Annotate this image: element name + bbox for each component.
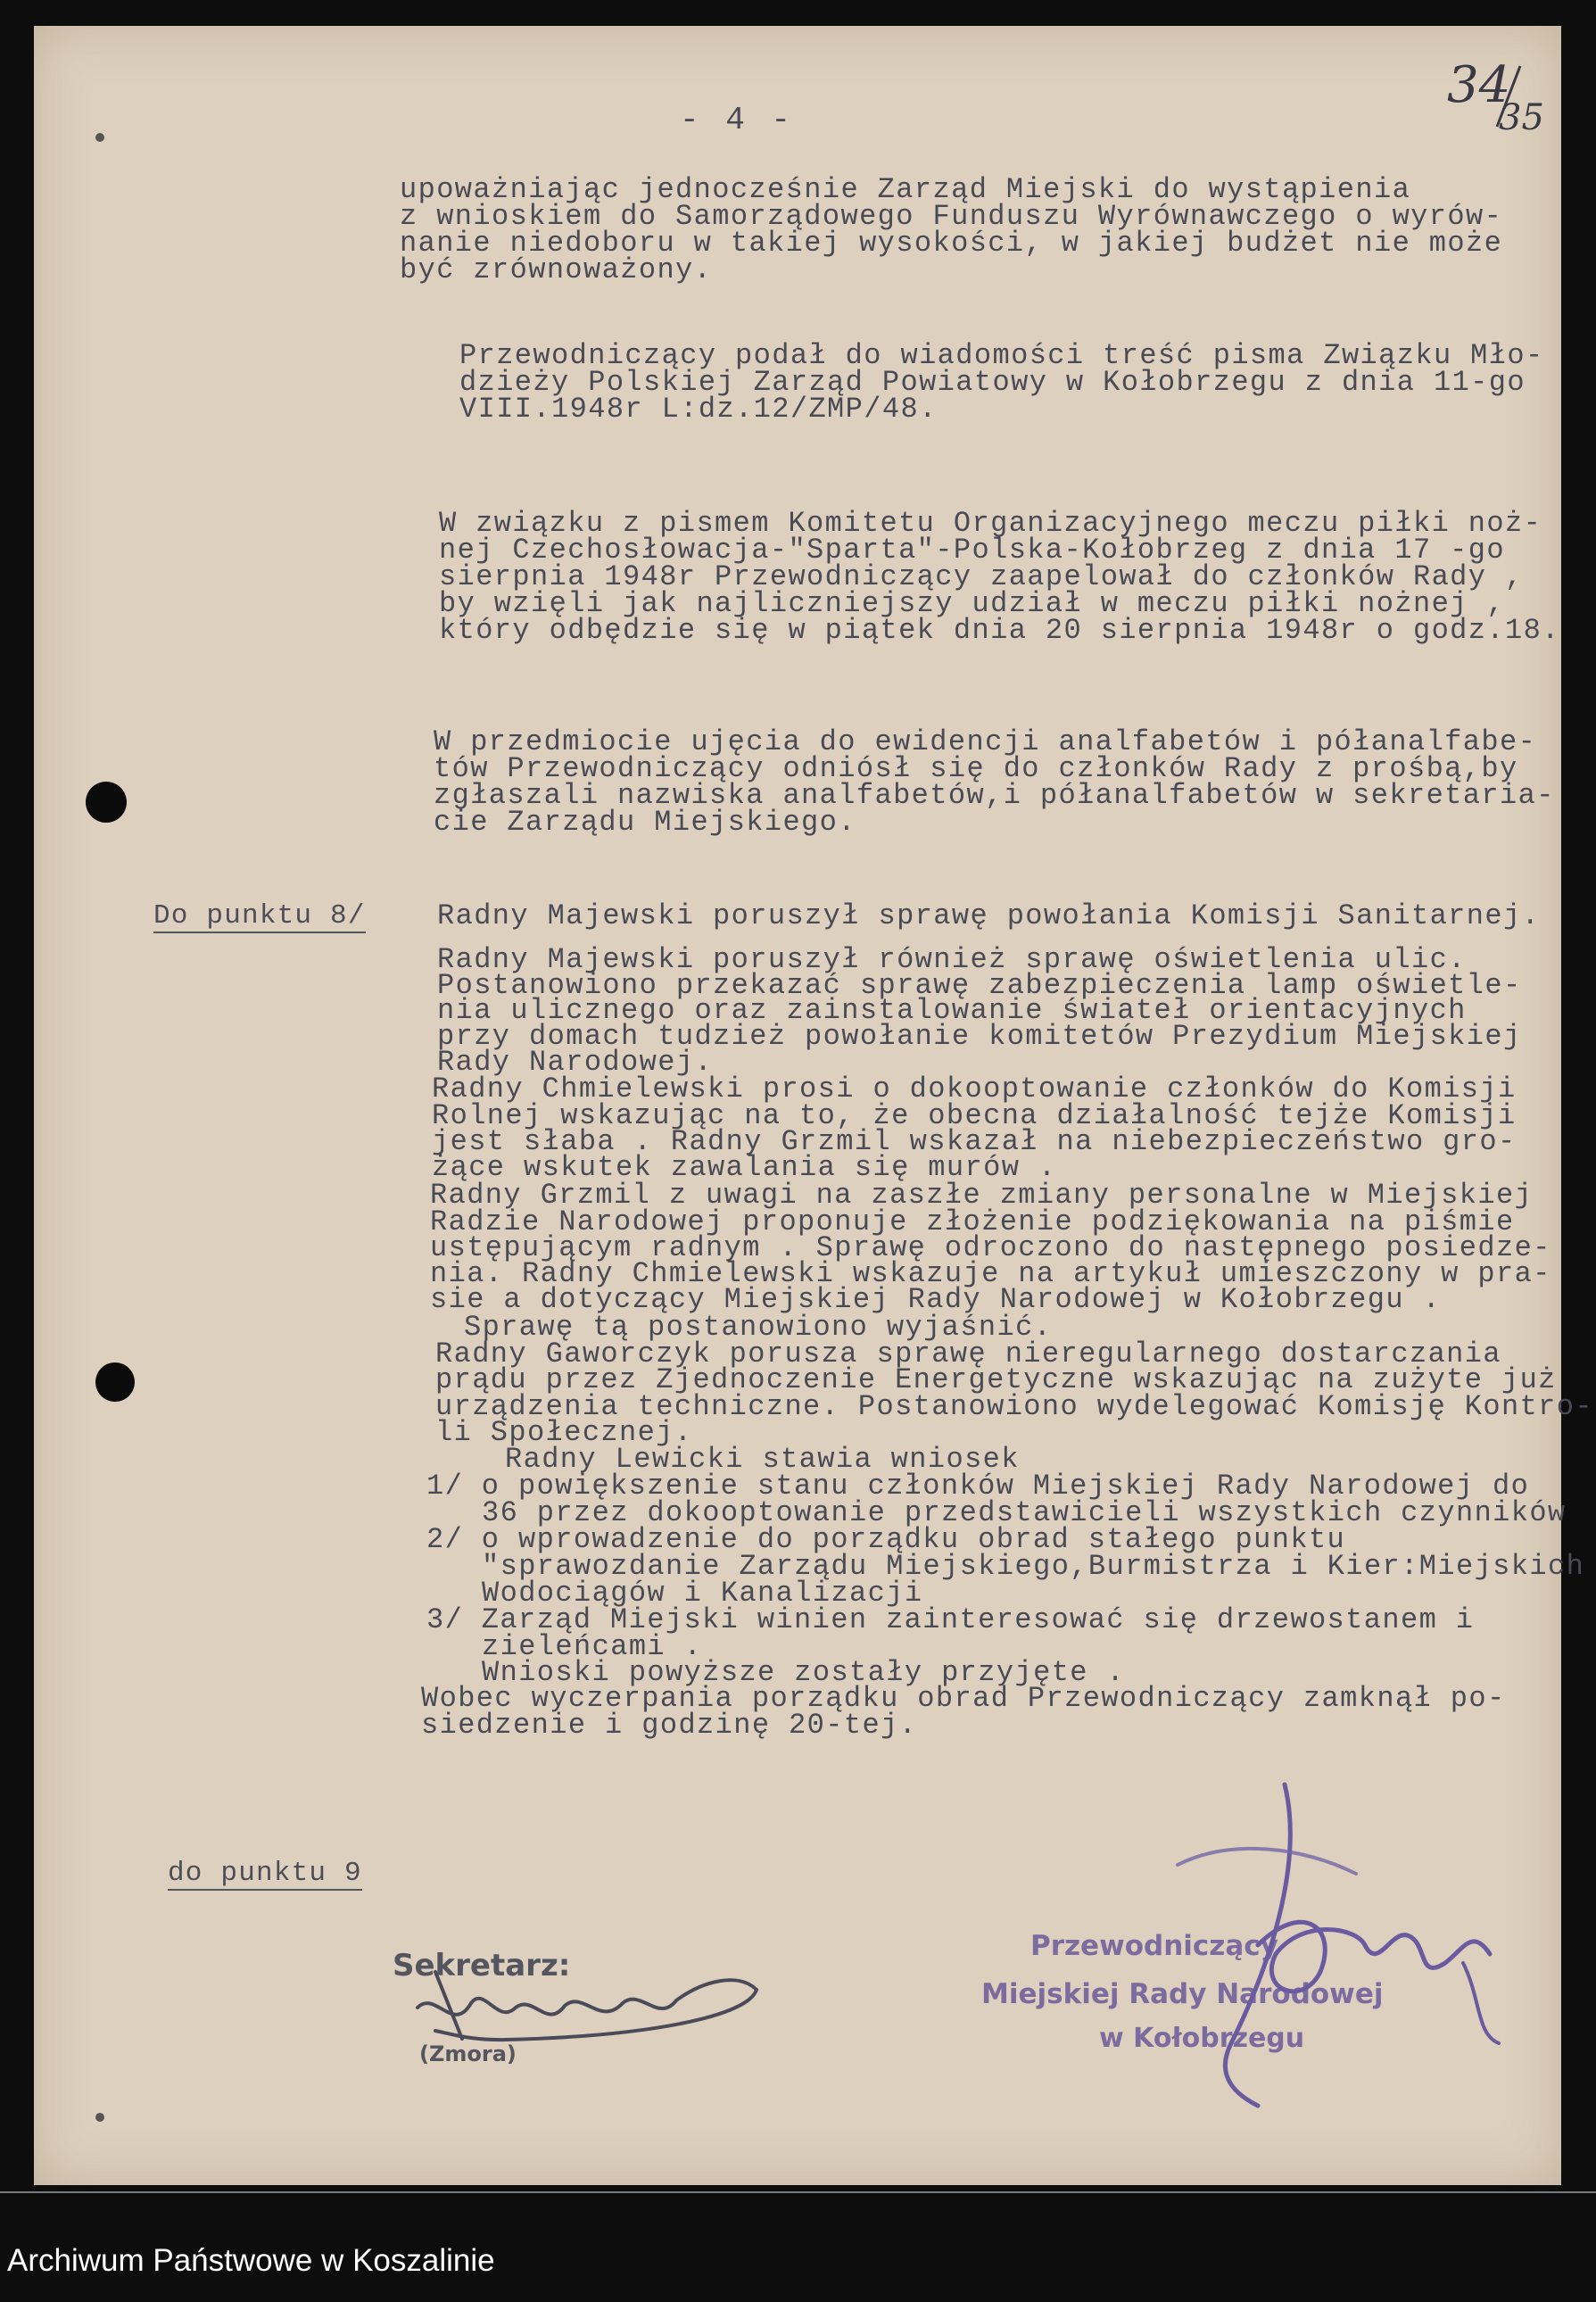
folio-bottom: 35 (1499, 97, 1544, 138)
punch-hole-top (95, 133, 104, 142)
text-line: Wnioski powyższe zostały przyjęte . (482, 1656, 1126, 1689)
punch-hole-lower (95, 1362, 135, 1402)
text-line: 1/ o powiększenie stanu członków Miejskiej Rady Narodowej do (426, 1470, 1530, 1503)
text-line: Radny Majewski poruszył również sprawę oświetlenia ulic. (437, 943, 1467, 976)
text-line: Radny Lewicki stawia wniosek (505, 1443, 1020, 1476)
text-line: z wnioskiem do Samorządowego Funduszu Wyrównawczego o wyrów- (400, 200, 1503, 233)
text-line: Radny Chmielewski prosi o dokooptowanie członków do Komisji (432, 1072, 1517, 1105)
stamp-line-1: Przewodniczący (1030, 1930, 1278, 1962)
text-line: VIII.1948r L:dz.12/ZMP/48. (459, 393, 938, 426)
text-line: żące wskutek zawalania się murów . (432, 1151, 1057, 1184)
text-line: zgłaszali nazwiska analfabetów,i półanalfabetów w sekretaria- (434, 779, 1555, 812)
text-line: być zrównoważony. (400, 253, 713, 286)
text-line: Radny Majewski poruszył sprawę powołania Komisji Sanitarnej. (437, 899, 1541, 932)
text-line: nanie niedoboru w takiej wysokości, w jakiej budżet nie może (400, 227, 1503, 260)
frame-divider (0, 2191, 1596, 2193)
text-line: Wodociągów i Kanalizacji (482, 1577, 923, 1610)
text-line: Radny Grzmil z uwagi na zaszłe zmiany personalne w Miejskiej (430, 1179, 1534, 1212)
text-line: zieleńcami . (482, 1630, 703, 1663)
archive-caption: Archiwum Państwowe w Koszalinie (7, 2243, 495, 2278)
text-line: który odbędzie się w piątek dnia 20 sierpnia 1948r o godz.18. (439, 614, 1560, 647)
text-line: W związku z pismem Komitetu Organizacyjnego meczu piłki noż- (439, 507, 1542, 540)
text-line: nej Czechosłowacja-"Sparta"-Polska-Kołobrzeg z dnia 17 -go (439, 534, 1505, 567)
text-line: nia. Radny Chmielewski wskazuje na artykuł umieszczony w pra- (430, 1257, 1551, 1290)
chairman-signature (1124, 1749, 1534, 2159)
page-number: - 4 - (680, 102, 795, 138)
text-line: W przedmiocie ujęcia do ewidencji analfabetów i półanalfabe- (434, 725, 1537, 758)
text-line: nia ulicznego oraz zainstalowanie świateł orientacyjnych (437, 994, 1467, 1027)
text-line: ustępującym radnym . Sprawę odroczono do następnego posiedze- (430, 1231, 1551, 1264)
secretary-title: Sekretarz: (393, 1948, 571, 1983)
text-line: by wzięli jak najliczniejszy udział w meczu piłki nożnej , (439, 587, 1505, 620)
margin-label-point-9: do punktu 9 (168, 1858, 362, 1889)
text-line: siedzenie i godzinę 20-tej. (421, 1709, 918, 1742)
text-line: Radny Gaworczyk porusza sprawę nieregularnego dostarczania (435, 1337, 1501, 1370)
text-line: "sprawozdanie Zarządu Miejskiego,Burmistrza i Kier:Miejskich (482, 1550, 1585, 1583)
text-line: sierpnia 1948r Przewodniczący zaapelował do członków Rady , (439, 560, 1524, 593)
text-line: 3/ Zarząd Miejski winien zainteresować się drzewostanem i (426, 1603, 1475, 1636)
text-line: urządzenia techniczne. Postanowiono wydelegować Komisję Kontro- (435, 1390, 1593, 1423)
text-line: Sprawę tą postanowiono wyjaśnić. (464, 1311, 1053, 1344)
text-line: Przewodniczący podał do wiadomości treść pisma Związku Mło- (459, 339, 1544, 372)
text-line: jest słaba . Radny Grzmil wskazał na niebezpieczeństwo gro- (432, 1125, 1517, 1158)
text-line: dzieży Polskiej Zarząd Powiatowy w Kołobrzegu z dnia 11-go (459, 366, 1526, 399)
stamp-line-3: w Kołobrzegu (1099, 2023, 1305, 2054)
stamp-line-2: Miejskiej Rady Narodowej (981, 1978, 1384, 2010)
text-line: przy domach tudzież powołanie komitetów Prezydium Miejskiej (437, 1020, 1522, 1053)
punch-hole-upper (86, 782, 127, 823)
margin-label-point-8: Do punktu 8/ (153, 900, 366, 932)
text-line: tów Przewodniczący odniósł się do członków Rady z prośbą,by (434, 752, 1518, 785)
text-line: Postanowiono przekazać sprawę zabezpieczenia lamp oświetle- (437, 969, 1522, 1002)
text-line: sie a dotyczący Miejskiej Rady Narodowej w Kołobrzegu . (430, 1283, 1442, 1316)
punch-hole-bottom (95, 2113, 104, 2122)
text-line: Radzie Narodowej proponuje złożenie podziękowania na piśmie (430, 1205, 1515, 1238)
secretary-name: (Zmora) (419, 2041, 517, 2066)
text-line: Rady Narodowej. (437, 1046, 714, 1079)
text-line: 2/ o wprowadzenie do porządku obrad stałego punktu (426, 1523, 1346, 1556)
text-line: 36 przez dokooptowanie przedstawicieli wszystkich czynników (482, 1496, 1567, 1529)
text-line: prądu przez Zjednoczenie Energetyczne wskazując na zużyte już (435, 1363, 1557, 1396)
text-line: Wobec wyczerpania porządku obrad Przewodniczący zamknął po- (421, 1682, 1506, 1715)
text-line: upoważniając jednocześnie Zarząd Miejski do wystąpienia (400, 173, 1411, 206)
text-line: li Społecznej. (435, 1416, 693, 1449)
text-line: cie Zarządu Miejskiego. (434, 806, 856, 839)
text-line: Rolnej wskazując na to, że obecna działalność tejże Komisji (432, 1099, 1517, 1132)
folio-top: 34 (1447, 56, 1511, 114)
